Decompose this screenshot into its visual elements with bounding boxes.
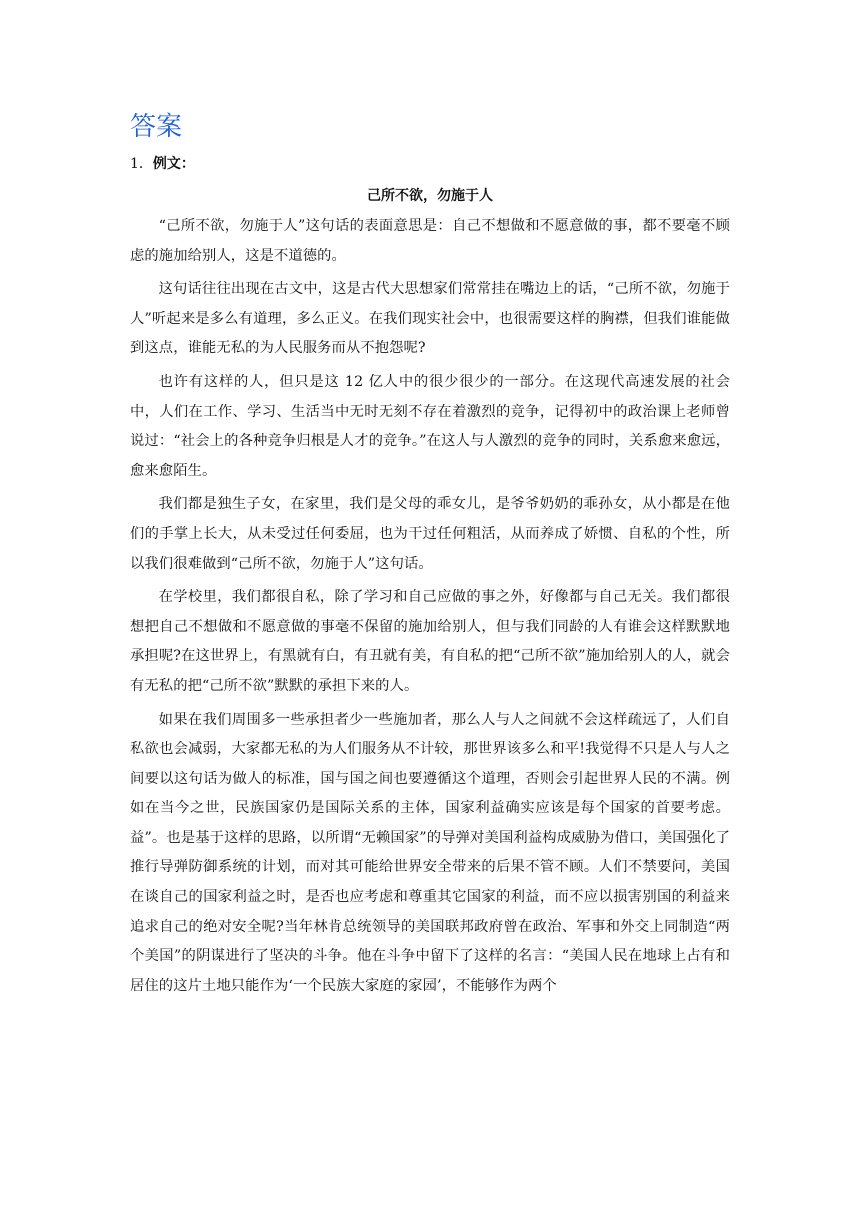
question-number: 1．: [130, 156, 153, 172]
document-content: [130, 110, 730, 1001]
question-label-text: 例文：: [152, 156, 195, 172]
essay-title: 己所不欲，勿施于人: [367, 188, 493, 204]
question-label: [130, 154, 730, 174]
essay-paragraph-3: 也许有这样的人，但只是这 12 亿人中的很少很少的一部分。在这现代高速发展的社会中，人们在工作、学习、生活当中无时无刻不存在着激烈的竞争，记得初中的政治课上老师曾说过：“社会上的各种竞争归根是人才的竞争。”在这人与人激烈的竞争的同时，关系愈来愈远，愈来愈陌生。: [130, 373, 730, 479]
essay-paragraph-1: “己所不欲，勿施于人”这句话的表面意思是：自己不想做和不愿意做的事，都不要毫不顾虑的施加给别人，这是不道德的。: [130, 218, 730, 264]
essay-paragraph-6: 如果在我们周围多一些承担者少一些施加者，那么人与人之间就不会这样疏远了，人们自私欲也会减弱，大家都无私的为人们服务从不计较，那世界该多么和平!我觉得不只是人与人之间要以这句话为做人的标准，国与国之间也要遵循这个道理，否则会引起世界人民的不满。例如在当今之世，民族国家仍是国际关系的主体，国家利益确实应该是每个国家的首要考虑。益”。也是基于这样的思路，以所谓“无赖国家”的导弹对美国利益构成威胁为借口，美国强化了推行导弹防御系统的计划，而对其可能给世界安全带来的后果不管不顾。人们不禁要问，美国在谈自己的国家利益之时，是否也应考虑和尊重其它国家的利益，而不应以损害别国的利益来追求自己的绝对安全呢?当年林肯总统领导的美国联邦政府曾在政治、军事和外交上同制造“两个美国”的阴谋进行了坚决的斗争。他在斗争中留下了这样的名言：“美国人民在地球上占有和居住的这片土地只能作为‘一个民族大家庭的家园’，不能够作为两个: [130, 711, 730, 994]
essay-paragraph-2: 这句话往往出现在古文中，这是古代大思想家们常常挂在嘴边上的话，“己所不欲，勿施于人”听起来是多么有道理，多么正义。在我们现实社会中，也很需要这样的胸襟，但我们谁能做到这点，谁能无私的为人民服务而从不抱怨呢?: [130, 281, 730, 357]
answer-heading: 答案: [130, 112, 183, 142]
essay-paragraph-5: 在学校里，我们都很自私，除了学习和自己应做的事之外，好像都与自己无关。我们都很想把自己不想做和不愿意做的事毫不保留的施加给别人，但与我们同龄的人有谁会这样默默地承担呢?在这世界上，有黑就有白，有丑就有美，有自私的把“己所不欲”施加给别人的人，就会有无私的把“己所不欲”默默的承担下来的人。: [130, 589, 730, 694]
essay-paragraph-4: 我们都是独生子女，在家里，我们是父母的乖女儿，是爷爷奶奶的乖孙女，从小都是在他们的手掌上长大，从未受过任何委屈，也为干过任何粗活，从而养成了娇惯、自私的个性，所以我们很难做到“己所不欲，勿施于人”这句话。: [130, 496, 730, 572]
